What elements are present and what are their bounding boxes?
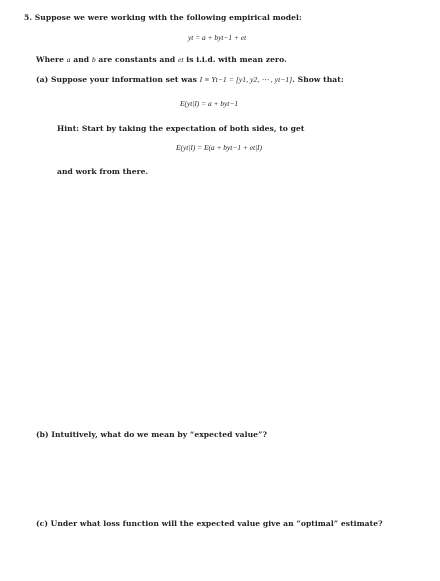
where-e: et [177, 55, 184, 64]
question-number: 5. [24, 13, 33, 22]
part-b-label: (b) [36, 430, 49, 439]
part-a-result-equation: E(yt|I) = a + byt−1 [180, 99, 239, 108]
part-c-label: (c) [36, 519, 48, 528]
where-prefix: Where [36, 55, 64, 64]
part-a-followup: and work from there. [57, 167, 149, 176]
where-suffix: is i.i.d. with mean zero. [186, 55, 287, 64]
where-and: and [73, 55, 90, 64]
part-c-text: Under what loss function will the expected value give an “optimal” estimate? [50, 519, 383, 528]
question-header [24, 13, 302, 23]
where-clause [36, 55, 287, 65]
part-a-hint: Hint: Start by taking the expectation of both sides, to get [57, 124, 305, 133]
part-a-question [36, 75, 344, 85]
part-b-text: Intuitively, what do we mean by “expected value”? [51, 430, 267, 439]
part-a-hint-equation: E(yt|I) = E(a + byt−1 + et|I) [176, 143, 262, 152]
part-b-question [36, 430, 267, 440]
part-a-info-set: I ≡ Yt−1 = [y1, y2, ⋯ , yt−1] [199, 75, 293, 84]
part-a-text-before: Suppose your information set was [50, 75, 197, 84]
where-a: a [66, 55, 71, 64]
where-b: b [91, 55, 96, 64]
model-equation: yt = a + byt−1 + et [188, 33, 247, 42]
part-a-label: (a) [36, 75, 49, 84]
part-a-text-after: . Show that: [292, 75, 344, 84]
part-c-question [36, 519, 383, 529]
where-middle: are constants and [98, 55, 176, 64]
question-intro: Suppose we were working with the following empirical model: [34, 13, 302, 22]
